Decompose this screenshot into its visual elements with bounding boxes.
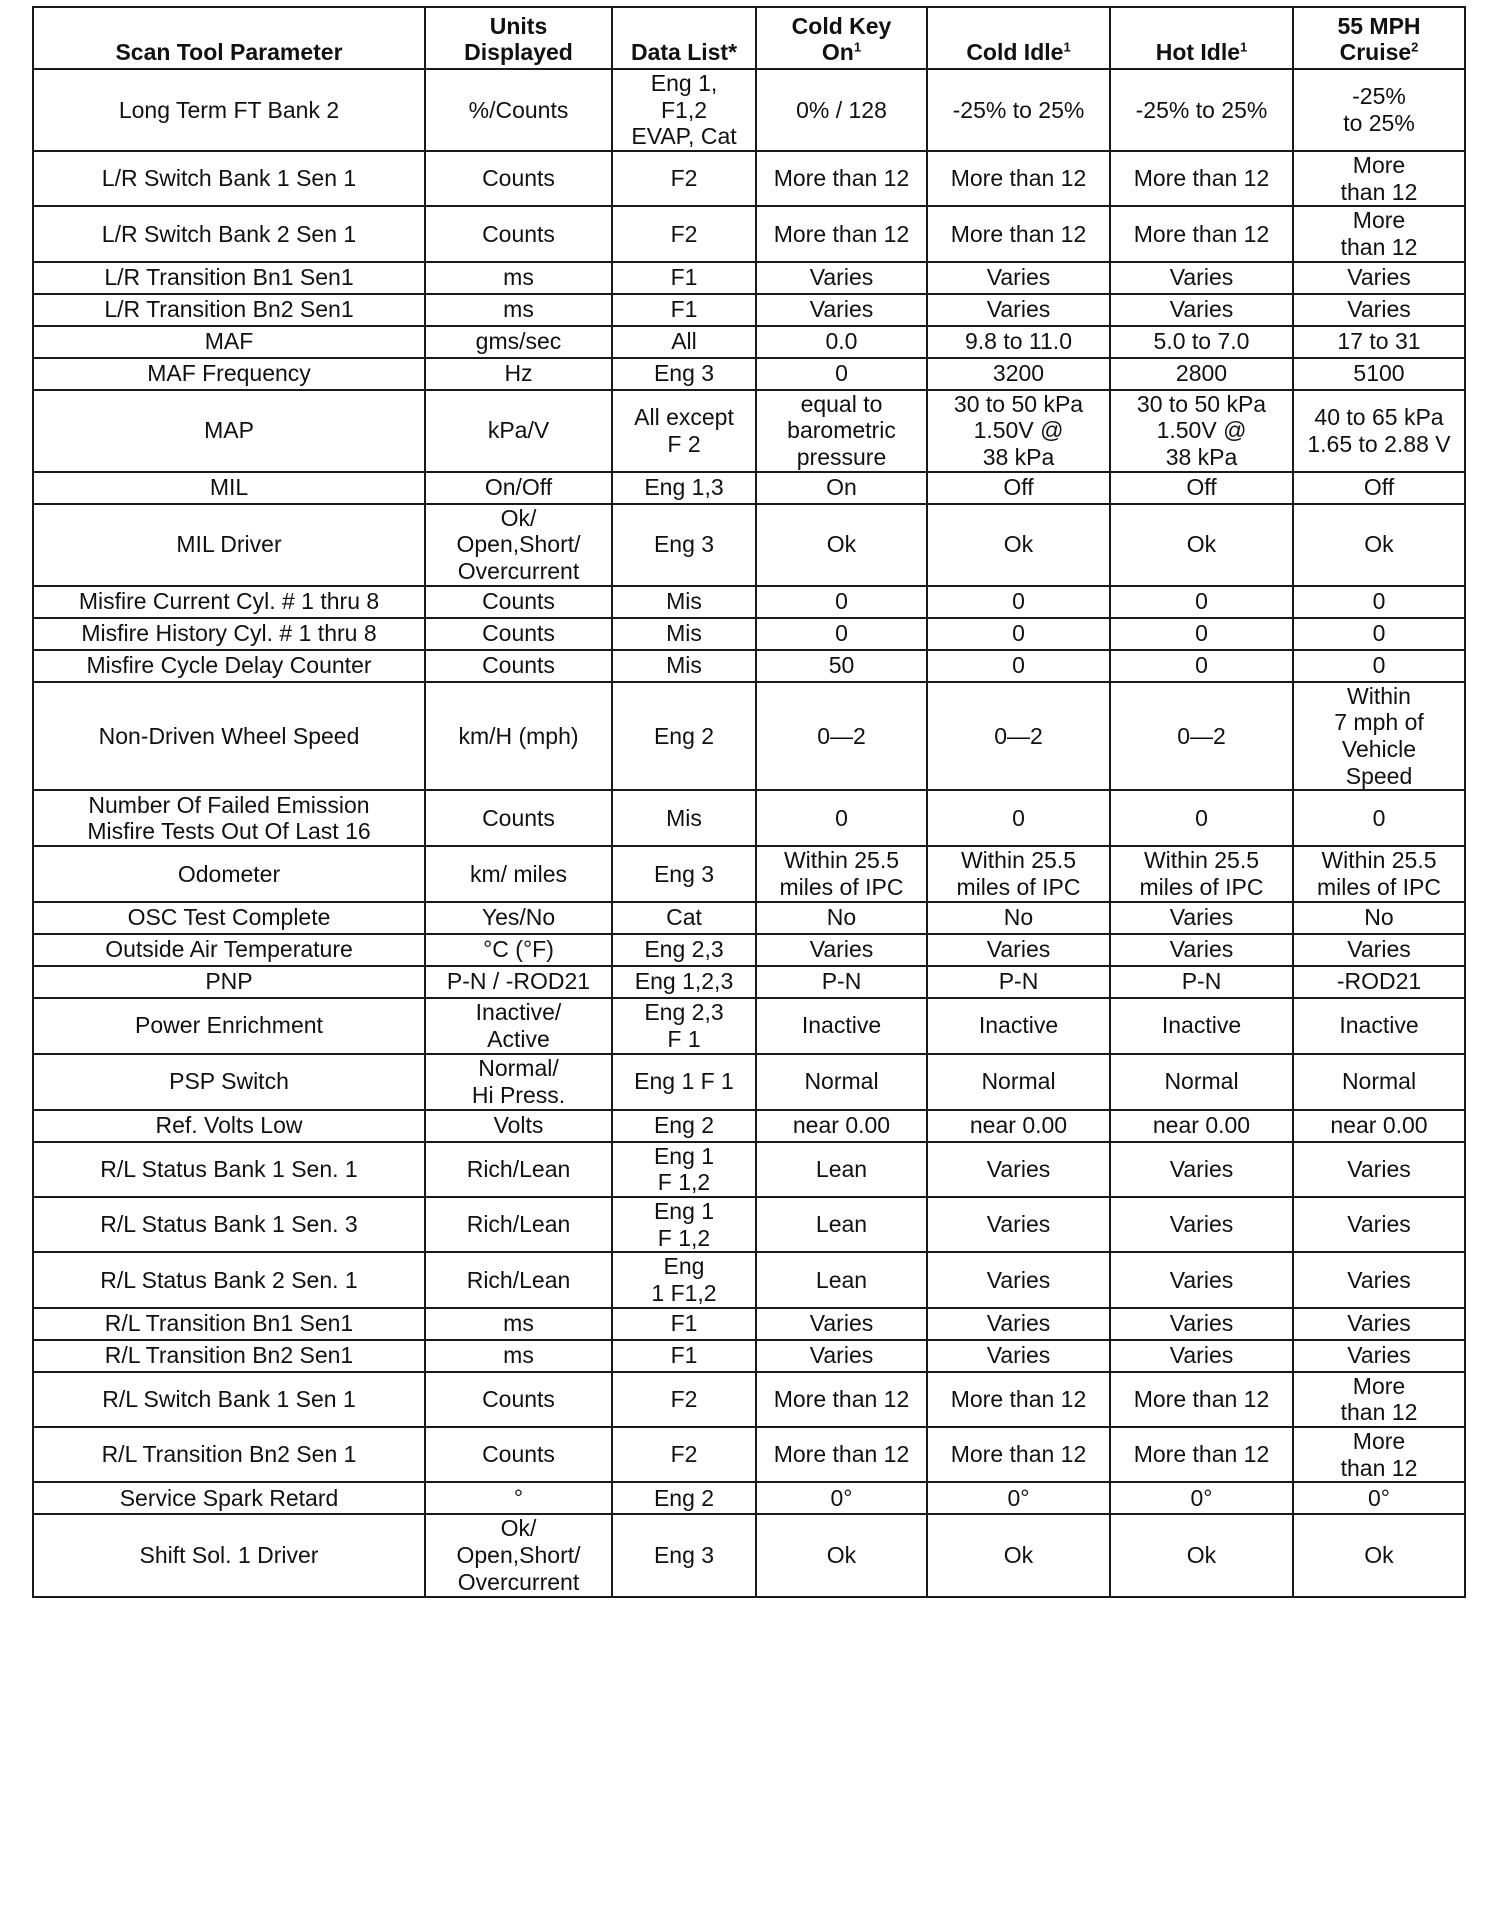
cell-parameter: MAP [33, 390, 425, 472]
table-row [33, 586, 1465, 618]
header-label: Cold Key On [791, 12, 892, 66]
cell-cruise-55mph: Within 7 mph of Vehicle Speed [1293, 682, 1465, 791]
table-row [33, 790, 1465, 846]
cell-cruise-55mph: Varies [1293, 1197, 1465, 1252]
cell-cruise-55mph: 0 [1293, 650, 1465, 682]
cell-data-list: Mis [612, 618, 756, 650]
header-label: Hot Idle [1155, 39, 1241, 66]
cell-units: ° [425, 1482, 612, 1514]
cell-cruise-55mph: Off [1293, 472, 1465, 504]
cell-hot-idle: 0 [1110, 650, 1293, 682]
cell-cold-idle: Varies [927, 1252, 1110, 1307]
cell-data-list: Mis [612, 790, 756, 846]
cell-cruise-55mph: Varies [1293, 262, 1465, 294]
cell-data-list: Eng 2,3 F 1 [612, 998, 756, 1054]
cell-cruise-55mph: -ROD21 [1293, 966, 1465, 998]
cell-cold-idle: Varies [927, 1197, 1110, 1252]
cell-cold-idle: Varies [927, 1308, 1110, 1340]
scan-tool-data-table [32, 6, 1466, 1598]
cell-cold-key-on: More than 12 [756, 151, 927, 206]
cell-data-list: Eng 3 [612, 1514, 756, 1596]
cell-parameter: Outside Air Temperature [33, 934, 425, 966]
cell-parameter: R/L Status Bank 2 Sen. 1 [33, 1252, 425, 1307]
cell-cruise-55mph: Varies [1293, 1142, 1465, 1197]
cell-cruise-55mph: near 0.00 [1293, 1110, 1465, 1142]
cell-parameter: L/R Transition Bn1 Sen1 [33, 262, 425, 294]
cell-parameter: Misfire Current Cyl. # 1 thru 8 [33, 586, 425, 618]
table-row [33, 472, 1465, 504]
cell-data-list: Eng 3 [612, 358, 756, 390]
cell-hot-idle: 5.0 to 7.0 [1110, 326, 1293, 358]
cell-cold-key-on: equal to barometric pressure [756, 390, 927, 472]
cell-units: Counts [425, 151, 612, 206]
cell-cruise-55mph: 40 to 65 kPa 1.65 to 2.88 V [1293, 390, 1465, 472]
cell-hot-idle: 0—2 [1110, 682, 1293, 791]
cell-data-list: Eng 1 F 1,2 [612, 1142, 756, 1197]
cell-cold-key-on: More than 12 [756, 1427, 927, 1482]
cell-cruise-55mph: Ok [1293, 1514, 1465, 1596]
header-label: Units Displayed [464, 12, 573, 66]
cell-cold-idle: 0 [927, 790, 1110, 846]
cell-cold-idle: 9.8 to 11.0 [927, 326, 1110, 358]
cell-hot-idle: Varies [1110, 1340, 1293, 1372]
cell-cold-idle: Varies [927, 934, 1110, 966]
cell-cruise-55mph: 0° [1293, 1482, 1465, 1514]
cell-cruise-55mph: Normal [1293, 1054, 1465, 1110]
cell-data-list: Eng 2 [612, 1482, 756, 1514]
cell-parameter: Misfire History Cyl. # 1 thru 8 [33, 618, 425, 650]
cell-cold-key-on: Varies [756, 1340, 927, 1372]
cell-units: Yes/No [425, 902, 612, 934]
cell-data-list: Eng 1,2,3 [612, 966, 756, 998]
cell-cold-key-on: 50 [756, 650, 927, 682]
cell-hot-idle: 30 to 50 kPa 1.50V @ 38 kPa [1110, 390, 1293, 472]
cell-units: ms [425, 1340, 612, 1372]
footnote-marker: 1 [1240, 39, 1248, 55]
cell-cruise-55mph: Varies [1293, 1308, 1465, 1340]
cell-cold-key-on: Normal [756, 1054, 927, 1110]
header-label: Data List* [630, 39, 738, 66]
cell-cold-key-on: No [756, 902, 927, 934]
cell-hot-idle: -25% to 25% [1110, 69, 1293, 151]
cell-data-list: Cat [612, 902, 756, 934]
cell-parameter: Long Term FT Bank 2 [33, 69, 425, 151]
cell-hot-idle: Varies [1110, 294, 1293, 326]
cell-hot-idle: Ok [1110, 504, 1293, 586]
cell-parameter: R/L Transition Bn1 Sen1 [33, 1308, 425, 1340]
cell-data-list: Eng 3 [612, 846, 756, 901]
cell-cold-idle: Ok [927, 504, 1110, 586]
table-row [33, 1252, 1465, 1307]
cell-data-list: Eng 2 [612, 682, 756, 791]
cell-cold-idle: Off [927, 472, 1110, 504]
cell-data-list: Eng 1 F 1,2 [612, 1197, 756, 1252]
cell-data-list: Eng 1 F1,2 [612, 1252, 756, 1307]
cell-data-list: F1 [612, 294, 756, 326]
table-row [33, 1197, 1465, 1252]
cell-cruise-55mph: More than 12 [1293, 1372, 1465, 1427]
cell-cruise-55mph: Varies [1293, 294, 1465, 326]
cell-parameter: Number Of Failed Emission Misfire Tests Out Of Last 16 [33, 790, 425, 846]
cell-hot-idle: Ok [1110, 1514, 1293, 1596]
cell-parameter: R/L Status Bank 1 Sen. 1 [33, 1142, 425, 1197]
cell-cold-idle: 0 [927, 586, 1110, 618]
cell-hot-idle: Normal [1110, 1054, 1293, 1110]
cell-cold-key-on: More than 12 [756, 206, 927, 261]
cell-hot-idle: Varies [1110, 934, 1293, 966]
cell-cruise-55mph: Within 25.5 miles of IPC [1293, 846, 1465, 901]
cell-cold-key-on: 0 [756, 618, 927, 650]
cell-cold-idle: More than 12 [927, 151, 1110, 206]
cell-cruise-55mph: Varies [1293, 1252, 1465, 1307]
table-row [33, 650, 1465, 682]
table-row [33, 1514, 1465, 1596]
cell-units: Counts [425, 1372, 612, 1427]
cell-cruise-55mph: Varies [1293, 1340, 1465, 1372]
cell-hot-idle: 2800 [1110, 358, 1293, 390]
cell-units: gms/sec [425, 326, 612, 358]
cell-cold-idle: More than 12 [927, 1372, 1110, 1427]
cell-cold-key-on: 0° [756, 1482, 927, 1514]
cell-cold-idle: 0 [927, 618, 1110, 650]
cell-cold-idle: More than 12 [927, 206, 1110, 261]
cell-parameter: MAF [33, 326, 425, 358]
cell-hot-idle: More than 12 [1110, 206, 1293, 261]
header-cold-idle [927, 7, 1110, 69]
header-label: Scan Tool Parameter [115, 39, 343, 66]
cell-cold-key-on: More than 12 [756, 1372, 927, 1427]
cell-cruise-55mph: No [1293, 902, 1465, 934]
cell-data-list: All except F 2 [612, 390, 756, 472]
cell-cruise-55mph: 0 [1293, 586, 1465, 618]
cell-parameter: MAF Frequency [33, 358, 425, 390]
cell-cold-idle: 0—2 [927, 682, 1110, 791]
cell-cold-key-on: 0% / 128 [756, 69, 927, 151]
cell-data-list: Eng 2 [612, 1110, 756, 1142]
cell-cold-idle: Ok [927, 1514, 1110, 1596]
table-body [33, 69, 1465, 1597]
table-row [33, 682, 1465, 791]
cell-cruise-55mph: Varies [1293, 934, 1465, 966]
table-row [33, 262, 1465, 294]
cell-units: Counts [425, 790, 612, 846]
table-header-row [33, 7, 1465, 69]
table-row [33, 504, 1465, 586]
cell-cold-idle: Varies [927, 1340, 1110, 1372]
cell-data-list: F1 [612, 1308, 756, 1340]
cell-cold-idle: P-N [927, 966, 1110, 998]
cell-hot-idle: More than 12 [1110, 1427, 1293, 1482]
cell-hot-idle: 0 [1110, 618, 1293, 650]
cell-cold-idle: 0° [927, 1482, 1110, 1514]
cell-data-list: Eng 2,3 [612, 934, 756, 966]
table-row [33, 966, 1465, 998]
cell-parameter: PSP Switch [33, 1054, 425, 1110]
table-row [33, 1427, 1465, 1482]
table-row [33, 69, 1465, 151]
cell-parameter: R/L Status Bank 1 Sen. 3 [33, 1197, 425, 1252]
cell-cold-key-on: Lean [756, 1142, 927, 1197]
cell-cruise-55mph: 0 [1293, 790, 1465, 846]
table-row [33, 902, 1465, 934]
table-row [33, 846, 1465, 901]
cell-cold-idle: Varies [927, 294, 1110, 326]
cell-units: ms [425, 1308, 612, 1340]
cell-parameter: R/L Switch Bank 1 Sen 1 [33, 1372, 425, 1427]
cell-units: Rich/Lean [425, 1252, 612, 1307]
cell-cold-key-on: Lean [756, 1197, 927, 1252]
cell-data-list: Mis [612, 586, 756, 618]
cell-hot-idle: Varies [1110, 262, 1293, 294]
table-row [33, 358, 1465, 390]
cell-units: On/Off [425, 472, 612, 504]
cell-parameter: L/R Switch Bank 2 Sen 1 [33, 206, 425, 261]
cell-cold-key-on: 0 [756, 790, 927, 846]
cell-data-list: F1 [612, 262, 756, 294]
cell-cold-key-on: near 0.00 [756, 1110, 927, 1142]
table-row [33, 390, 1465, 472]
cell-cold-key-on: On [756, 472, 927, 504]
cell-data-list: Eng 1, F1,2 EVAP, Cat [612, 69, 756, 151]
cell-cold-idle: 30 to 50 kPa 1.50V @ 38 kPa [927, 390, 1110, 472]
cell-units: Counts [425, 586, 612, 618]
cell-units: Counts [425, 206, 612, 261]
cell-cold-key-on: 0.0 [756, 326, 927, 358]
cell-hot-idle: P-N [1110, 966, 1293, 998]
table-row [33, 998, 1465, 1054]
cell-cruise-55mph: Ok [1293, 504, 1465, 586]
cell-parameter: Power Enrichment [33, 998, 425, 1054]
cell-units: Counts [425, 1427, 612, 1482]
footnote-marker: 1 [1063, 39, 1071, 55]
cell-parameter: Shift Sol. 1 Driver [33, 1514, 425, 1596]
table-row [33, 934, 1465, 966]
cell-data-list: Eng 1 F 1 [612, 1054, 756, 1110]
cell-cold-idle: Varies [927, 262, 1110, 294]
cell-units: Inactive/ Active [425, 998, 612, 1054]
cell-data-list: F2 [612, 1372, 756, 1427]
cell-cold-idle: 3200 [927, 358, 1110, 390]
cell-parameter: MIL [33, 472, 425, 504]
cell-cold-key-on: 0 [756, 586, 927, 618]
cell-cold-idle: More than 12 [927, 1427, 1110, 1482]
table-row [33, 1482, 1465, 1514]
cell-cold-key-on: P-N [756, 966, 927, 998]
cell-units: km/H (mph) [425, 682, 612, 791]
cell-cold-key-on: Ok [756, 1514, 927, 1596]
cell-units: Counts [425, 618, 612, 650]
cell-units: ms [425, 262, 612, 294]
cell-cold-idle: near 0.00 [927, 1110, 1110, 1142]
footnote-marker: 2 [1411, 39, 1419, 55]
table-row [33, 618, 1465, 650]
table-row [33, 1308, 1465, 1340]
table-row [33, 326, 1465, 358]
cell-hot-idle: 0 [1110, 586, 1293, 618]
cell-cold-key-on: 0—2 [756, 682, 927, 791]
cell-cold-idle: Inactive [927, 998, 1110, 1054]
cell-data-list: F2 [612, 1427, 756, 1482]
cell-cold-key-on: Varies [756, 294, 927, 326]
table-row [33, 1054, 1465, 1110]
header-parameter [33, 7, 425, 69]
cell-units: Normal/ Hi Press. [425, 1054, 612, 1110]
cell-data-list: Mis [612, 650, 756, 682]
cell-cold-key-on: Lean [756, 1252, 927, 1307]
cell-cold-idle: Normal [927, 1054, 1110, 1110]
header-units [425, 7, 612, 69]
header-label: 55 MPH Cruise [1337, 12, 1421, 66]
cell-data-list: All [612, 326, 756, 358]
cell-units: %/Counts [425, 69, 612, 151]
cell-parameter: Odometer [33, 846, 425, 901]
table-row [33, 206, 1465, 261]
cell-hot-idle: Varies [1110, 1142, 1293, 1197]
cell-parameter: R/L Transition Bn2 Sen 1 [33, 1427, 425, 1482]
cell-units: km/ miles [425, 846, 612, 901]
cell-units: Rich/Lean [425, 1197, 612, 1252]
cell-hot-idle: More than 12 [1110, 151, 1293, 206]
cell-units: Hz [425, 358, 612, 390]
cell-cruise-55mph: -25% to 25% [1293, 69, 1465, 151]
cell-cold-key-on: Varies [756, 262, 927, 294]
cell-cold-idle: 0 [927, 650, 1110, 682]
cell-units: P-N / -ROD21 [425, 966, 612, 998]
footnote-marker: 1 [853, 39, 862, 55]
cell-cold-idle: No [927, 902, 1110, 934]
cell-hot-idle: Within 25.5 miles of IPC [1110, 846, 1293, 901]
cell-parameter: L/R Switch Bank 1 Sen 1 [33, 151, 425, 206]
cell-parameter: MIL Driver [33, 504, 425, 586]
cell-cruise-55mph: Inactive [1293, 998, 1465, 1054]
header-data-list [612, 7, 756, 69]
header-label: Cold Idle [966, 39, 1064, 66]
cell-data-list: Eng 3 [612, 504, 756, 586]
cell-parameter: Ref. Volts Low [33, 1110, 425, 1142]
table-row [33, 1110, 1465, 1142]
cell-cold-idle: -25% to 25% [927, 69, 1110, 151]
cell-parameter: PNP [33, 966, 425, 998]
cell-units: °C (°F) [425, 934, 612, 966]
header-cruise-55mph [1293, 7, 1465, 69]
table-row [33, 1372, 1465, 1427]
cell-data-list: F2 [612, 206, 756, 261]
table-row [33, 1142, 1465, 1197]
cell-cruise-55mph: 17 to 31 [1293, 326, 1465, 358]
header-cold-key-on [756, 7, 927, 69]
cell-cruise-55mph: 0 [1293, 618, 1465, 650]
cell-hot-idle: Varies [1110, 902, 1293, 934]
cell-cold-key-on: Inactive [756, 998, 927, 1054]
cell-cold-key-on: Varies [756, 1308, 927, 1340]
cell-cold-key-on: Ok [756, 504, 927, 586]
cell-units: ms [425, 294, 612, 326]
cell-hot-idle: Varies [1110, 1252, 1293, 1307]
cell-units: Rich/Lean [425, 1142, 612, 1197]
table-row [33, 294, 1465, 326]
cell-units: Ok/ Open,Short/ Overcurrent [425, 1514, 612, 1596]
cell-data-list: F2 [612, 151, 756, 206]
cell-cold-key-on: Varies [756, 934, 927, 966]
cell-parameter: Non-Driven Wheel Speed [33, 682, 425, 791]
cell-parameter: Service Spark Retard [33, 1482, 425, 1514]
cell-cruise-55mph: 5100 [1293, 358, 1465, 390]
cell-units: Volts [425, 1110, 612, 1142]
cell-parameter: L/R Transition Bn2 Sen1 [33, 294, 425, 326]
cell-hot-idle: near 0.00 [1110, 1110, 1293, 1142]
cell-hot-idle: Varies [1110, 1308, 1293, 1340]
cell-hot-idle: More than 12 [1110, 1372, 1293, 1427]
cell-cold-idle: Within 25.5 miles of IPC [927, 846, 1110, 901]
cell-cruise-55mph: More than 12 [1293, 1427, 1465, 1482]
cell-cold-key-on: Within 25.5 miles of IPC [756, 846, 927, 901]
cell-units: Ok/ Open,Short/ Overcurrent [425, 504, 612, 586]
cell-cold-idle: Varies [927, 1142, 1110, 1197]
table-row [33, 151, 1465, 206]
cell-parameter: R/L Transition Bn2 Sen1 [33, 1340, 425, 1372]
cell-data-list: Eng 1,3 [612, 472, 756, 504]
cell-units: Counts [425, 650, 612, 682]
cell-hot-idle: 0 [1110, 790, 1293, 846]
cell-cold-key-on: 0 [756, 358, 927, 390]
cell-hot-idle: Off [1110, 472, 1293, 504]
cell-parameter: OSC Test Complete [33, 902, 425, 934]
cell-units: kPa/V [425, 390, 612, 472]
cell-parameter: Misfire Cycle Delay Counter [33, 650, 425, 682]
cell-cruise-55mph: More than 12 [1293, 206, 1465, 261]
cell-data-list: F1 [612, 1340, 756, 1372]
table-row [33, 1340, 1465, 1372]
cell-hot-idle: 0° [1110, 1482, 1293, 1514]
header-hot-idle [1110, 7, 1293, 69]
cell-hot-idle: Varies [1110, 1197, 1293, 1252]
cell-hot-idle: Inactive [1110, 998, 1293, 1054]
cell-cruise-55mph: More than 12 [1293, 151, 1465, 206]
